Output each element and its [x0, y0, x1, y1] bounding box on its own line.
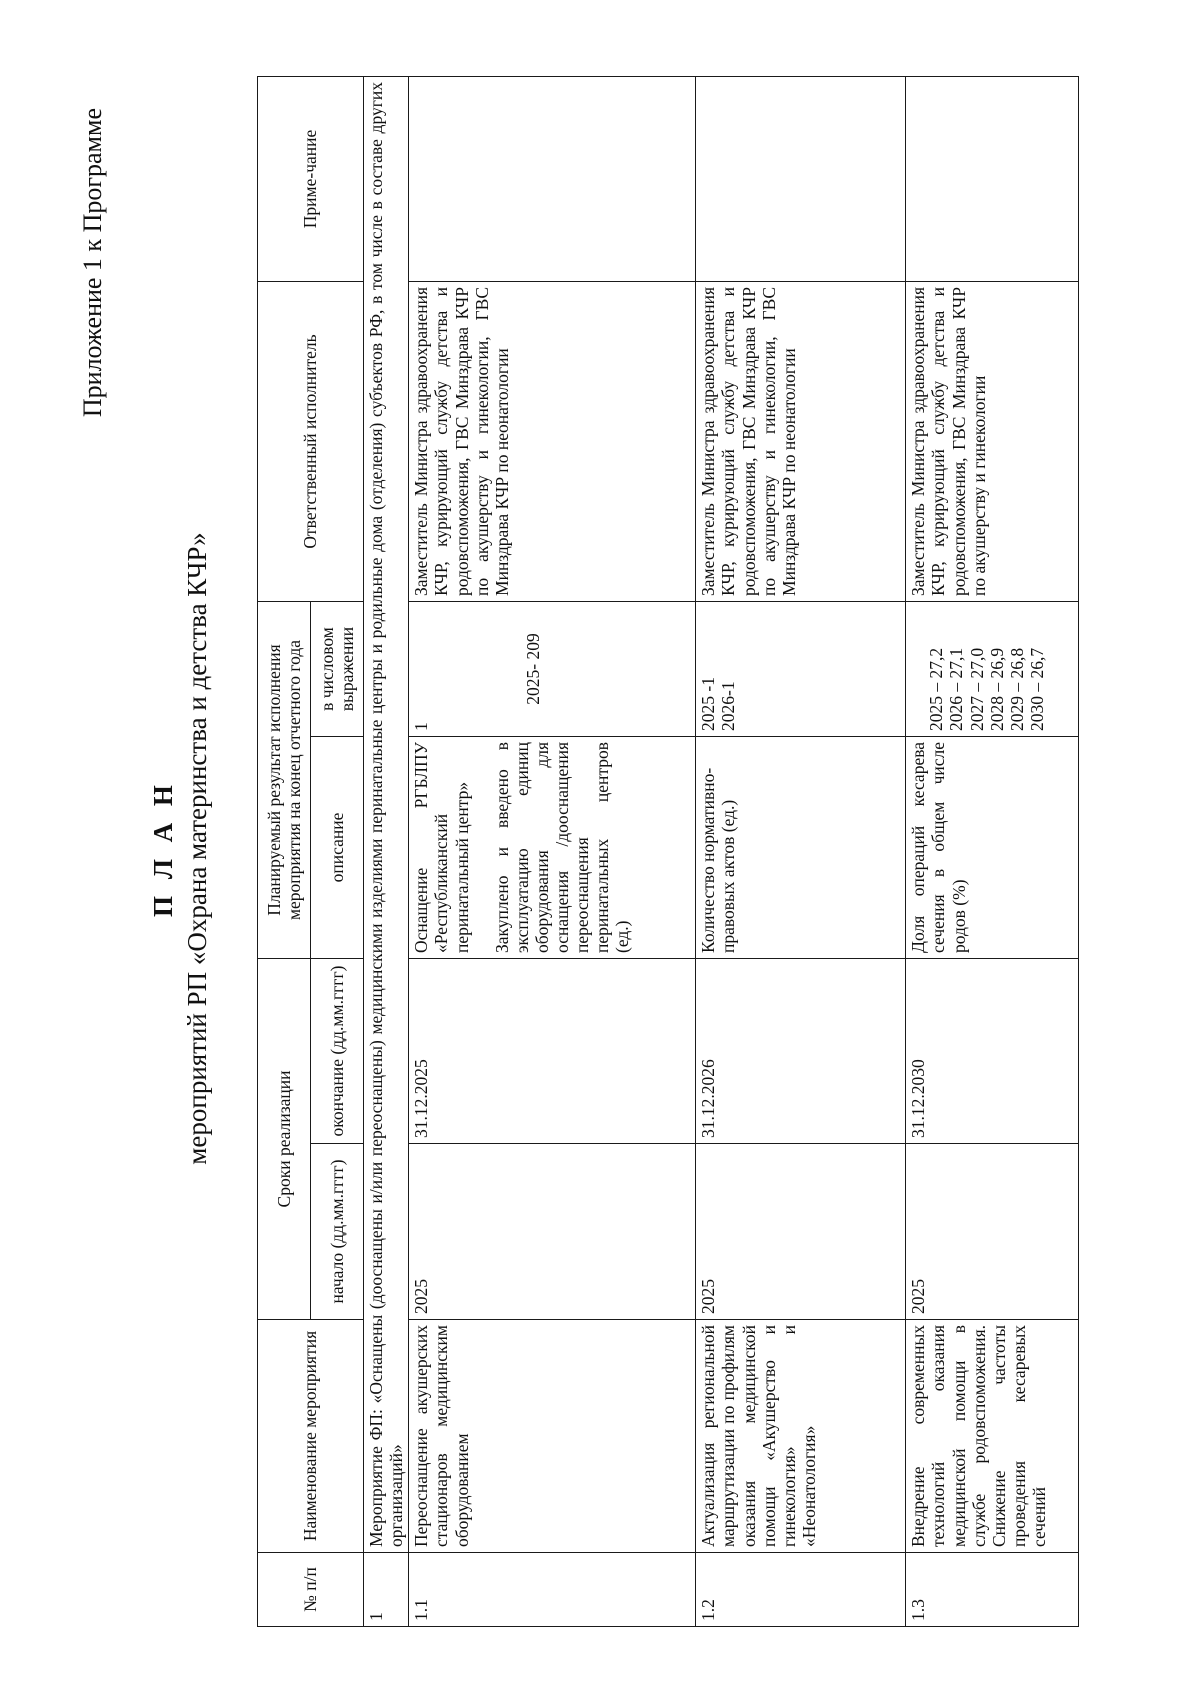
row-num: 1.2	[696, 1553, 906, 1627]
row-value	[906, 601, 1079, 736]
row-desc: Доля операций кесарева сечения в общем числе родов (%)	[906, 736, 1079, 958]
row-num: 1.3	[906, 1553, 1079, 1627]
row-value-item: 2025 – 27,2	[926, 647, 947, 731]
row-value-item: 2025 -1	[698, 677, 719, 731]
col-header-name: Наименование мероприятия	[258, 1320, 364, 1553]
row-executor: Заместитель Министра здравоохранения КЧР, курирующий службу детства и родовспоможения, ГВС Минздрава КЧР по акушерству и гинекологии, ГВС Минздрава КЧР по неонатологии	[696, 281, 906, 601]
row-value-item: 2027 – 27,0	[966, 647, 987, 731]
table-row	[409, 76, 696, 1626]
row-value-item: 1	[411, 722, 432, 731]
appendix-label: Приложение 1 к Программе	[78, 108, 107, 418]
row-end: 31.12.2030	[906, 958, 1079, 1143]
row-num: 1.1	[409, 1553, 696, 1627]
section-num: 1	[364, 1553, 409, 1627]
page-subtitle: мероприятий РП «Охрана материнства и детства КЧР»	[182, 532, 212, 1165]
row-end: 31.12.2025	[409, 958, 696, 1143]
row-value-item: 2030 – 26,7	[1026, 647, 1047, 731]
row-desc-part: Оснащение РГБЛПУ «Республиканский перинатальный центр»	[411, 741, 472, 953]
col-header-note: Приме-чание	[258, 76, 364, 281]
row-note	[906, 76, 1079, 281]
col-header-result-num: в числовом выражении	[311, 601, 364, 736]
row-value	[409, 601, 696, 736]
row-desc-part: Закуплено и введено в эксплуатацию единиц оборудования для оснащения /дооснащения переоснащения перинатальных центров (ед.)	[491, 741, 633, 953]
row-desc: Количество нормативно-правовых актов (ед.)	[696, 736, 906, 958]
table-row	[906, 76, 1079, 1626]
row-start: 2025	[906, 1144, 1079, 1320]
col-header-num: № п/п	[258, 1553, 364, 1627]
table-row	[696, 76, 906, 1626]
row-name: Актуализация региональной маршрутизации по профилям оказания медицинской помощи «Акушерство и гинекология» и «Неонатология»	[696, 1320, 906, 1553]
row-desc	[409, 736, 696, 958]
row-value-item: 2028 – 26,9	[986, 647, 1007, 731]
col-header-terms: Сроки реализации	[258, 958, 311, 1319]
section-text: Мероприятие ФП: «Оснащены (дооснащены и/или переоснащены) медицинскими изделиями перинатальные центры и родильные дома (отделения) субъектов РФ, в том числе в составе других организаций»	[364, 76, 409, 1552]
col-header-result: Планируемый результат исполнения мероприятия на конец отчетного года	[258, 601, 311, 958]
col-header-end: окончание (дд.мм.гггг)	[311, 958, 364, 1143]
row-value-item: 2025- 209	[523, 633, 544, 705]
row-executor: Заместитель Министра здравоохранения КЧР, курирующий службу детства и родовспоможения, ГВС Минздрава КЧР по акушерству и гинекологии	[906, 281, 1079, 601]
row-note	[409, 76, 696, 281]
col-header-result-desc: описание	[311, 736, 364, 958]
table-section-row	[364, 76, 409, 1626]
row-value-item: 2026 – 27,1	[946, 647, 967, 731]
page-title: П Л А Н	[148, 780, 178, 917]
row-name: Переоснащение акушерских стационаров медицинским оборудованием	[409, 1320, 696, 1553]
row-start: 2025	[696, 1144, 906, 1320]
col-header-start: начало (дд.мм.гггг)	[311, 1144, 364, 1320]
col-header-executor: Ответственный исполнитель	[258, 281, 364, 601]
plan-table	[257, 76, 1079, 1627]
row-value-item: 2029 – 26,8	[1006, 647, 1027, 731]
row-name: Внедрение современных технологий оказания медицинской помощи в службе родовспоможения. Снижение частоты проведения кесаревых сечений	[906, 1320, 1079, 1553]
row-executor: Заместитель Министра здравоохранения КЧР, курирующий службу детства и родовспоможения, ГВС Минздрава КЧР по акушерству и гинекологии, ГВС Минздрава КЧР по неонатологии	[409, 281, 696, 601]
row-start: 2025	[409, 1144, 696, 1320]
row-end: 31.12.2026	[696, 958, 906, 1143]
row-value	[696, 601, 906, 736]
row-value-item: 2026-1	[718, 681, 739, 731]
row-note	[696, 76, 906, 281]
